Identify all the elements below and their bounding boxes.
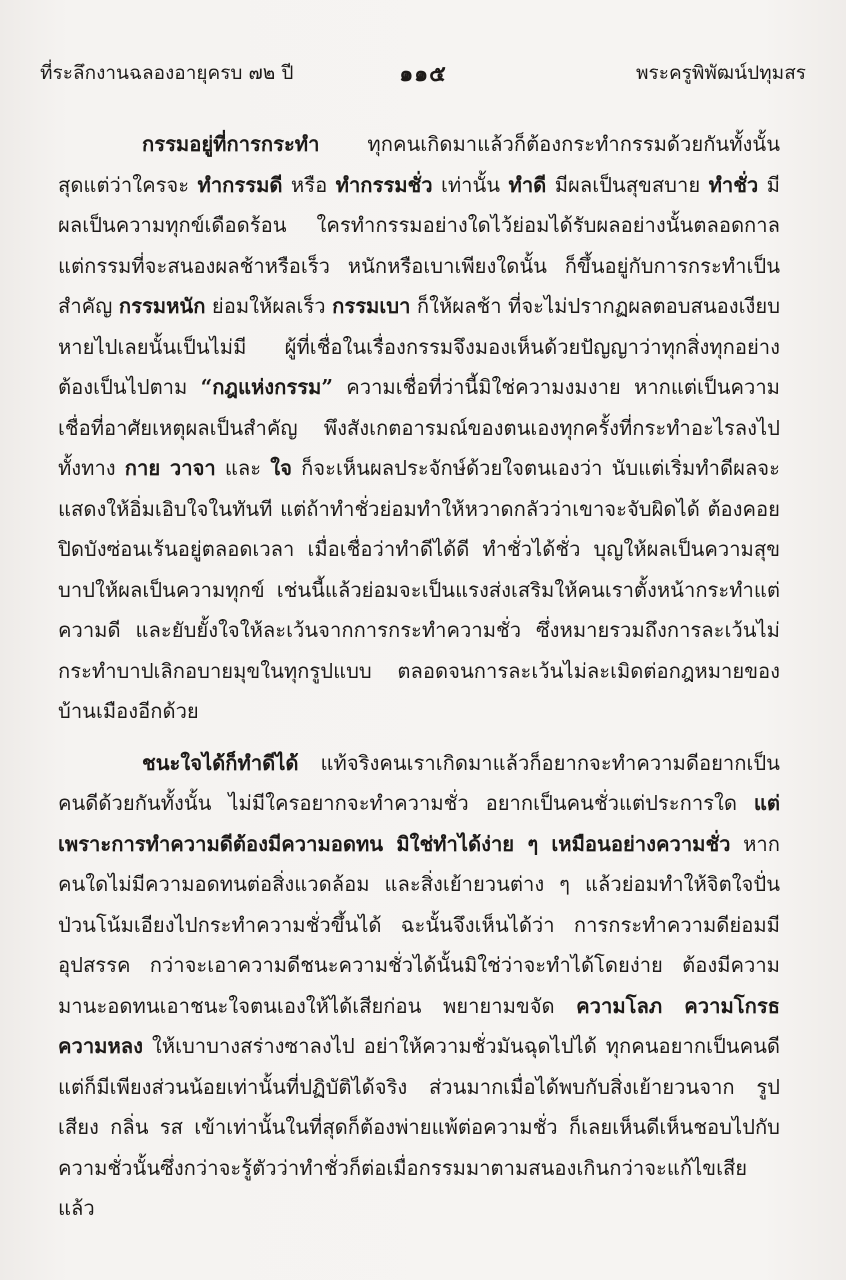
text-run: แท้จริงคนเราเกิดมาแล้วก็อยากจะทำความดีอยากเป็นคนดีด้วยกันทั้งนั้น ไม่มีใครอยากจะทำความชั่ว อยากเป็นคนชั่วแต่ประการใด: [58, 750, 780, 815]
text-run: ย่อมให้ผลเร็ว: [205, 294, 333, 318]
bold-term: ทำกรรมชั่ว: [335, 172, 433, 197]
page-header: [40, 58, 806, 92]
text-run: ความเชื่อที่ว่านี้มิใช่ความงมงาย หากแต่เป็นความเชื่อที่อาศัยเหตุผลเป็นสำคัญ พึงสังเกตอารมณ์ของตนเองทุกครั้งที่กระทำอะไรลงไป ทั้งทาง: [58, 375, 780, 480]
text-run: ทุกคนเกิดมาแล้วก็ต้องกระทำกรรมด้วยกันทั้งนั้น สุดแต่ว่าใครจะ: [58, 132, 780, 197]
text-run: ให้เบาบางสร่างซาลงไป อย่าให้ความชั่วมันฉุดไปได้ ทุกคนอยากเป็นคนดี แต่ก็มีเพียงส่วนน้อยเท่านั้นที่ปฏิบัติได้จริง ส่วนมากเมื่อได้พบกับสิ่งเย้ายวนจาก รูป เสียง กลิ่น รส เข้าเท่านั้นในที่สุดก็ต้องพ่ายแพ้ต่อความชั่ว ก็เลยเห็นดีเห็นชอบไปกับความชั่วนั้นซึ่งกว่าจะรู้ตัวว่าทำชั่วก็ต่อเมื่อกรรมมาตามสนองเกินกว่าจะแก้ไขเสียแล้ว: [58, 1034, 780, 1220]
bold-term: ทำดี: [508, 172, 547, 197]
bold-term: แต่เพราะการทำความดีต้องมีความอดทน มิใช่ทำได้ง่าย ๆ เหมือนอย่างความชั่ว: [58, 791, 780, 856]
bold-term: ใจ: [270, 456, 292, 480]
paragraph-conquer-mind: [58, 743, 780, 1229]
text-run: มีผลเป็นสุขสบาย: [546, 172, 709, 197]
bold-term: ชนะใจได้ก็ทำดีได้: [142, 750, 299, 775]
text-run: หรือ: [282, 172, 336, 197]
text-run: ก็ให้ผลช้า ที่จะไม่ปรากฏผลตอบสนองเงียบหายไปเลยนั้นเป็นไม่มี ผู้ที่เชื่อในเรื่องกรรมจึงมองเห็นด้วยปัญญาว่าทุกสิ่งทุกอย่างต้องเป็นไปตาม: [58, 294, 781, 399]
header-honoree-name: พระครูพิพัฒน์ปทุมสร: [636, 62, 806, 84]
bold-term: กาย วาจา: [124, 456, 216, 480]
bold-term: กรรมอยู่ที่การกระทำ: [142, 132, 320, 156]
page-number: ๑๑๕: [399, 61, 447, 87]
text-run: มีผลเป็นความทุกข์เดือดร้อน ใครทำกรรมอย่างใดไว้ย่อมได้รับผลอย่างนั้นตลอดกาล แต่กรรมที่จะสนองผลช้าหรือเร็ว หนักหรือเบาเพียงใดนั้น ก็ขึ้นอยู่กับการกระทำเป็นสำคัญ: [58, 172, 780, 318]
text-run: และ: [215, 456, 271, 480]
bold-term: “กฎแห่งกรรม”: [200, 375, 333, 399]
bold-term: กรรมเบา: [332, 294, 411, 318]
bold-term: ทำกรรมดี: [197, 172, 283, 197]
bold-term: ความโลภ ความโกรธ ความหลง: [58, 993, 781, 1058]
bold-term: ทำชั่ว: [708, 172, 759, 197]
paragraph-karma-in-action: [58, 124, 780, 732]
text-run: ก็จะเห็นผลประจักษ์ด้วยใจตนเองว่า นับแต่เริ่มทำดีผลจะแสดงให้อิ่มเอิบใจในทันที แต่ถ้าทำชั่วย่อมทำให้หวาดกลัวว่าเขาจะจับผิดได้ ต้องคอยปิดบังซ่อนเร้นอยู่ตลอดเวลา เมื่อเชื่อว่าทำดีได้ดี ทำชั่วได้ชั่ว บุญให้ผลเป็นความสุข บาปให้ผลเป็นความทุกข์ เช่นนี้แล้วย่อมจะเป็นแรงส่งเสริมให้คนเราตั้งหน้ากระทำแต่ความดี และยับยั้งใจให้ละเว้นจากการกระทำความชั่ว ซึ่งหมายรวมถึงการละเว้นไม่กระทำบาปเลิกอบายมุขในทุกรูปแบบ ตลอดจนการละเว้นไม่ละเมิดต่อกฎหมายของบ้านเมืองอีกด้วย: [58, 456, 780, 723]
text-run: เท่านั้น: [432, 172, 509, 197]
bold-term: กรรมหนัก: [118, 294, 206, 318]
header-book-title: ที่ระลึกงานฉลองอายุครบ ๗๒ ปี: [40, 62, 294, 84]
text-run: หากคนใดไม่มีความอดทนต่อสิ่งแวดล้อม และสิ่งเย้ายวนต่าง ๆ แล้วย่อมทำให้จิตใจปั่นป่วนโน้มเอียงไปกระทำความชั่วขึ้นได้ ฉะนั้นจึงเห็นได้ว่า การกระทำความดีย่อมมีอุปสรรค กว่าจะเอาความดีชนะความชั่วได้นั้นมิใช่ว่าจะทำได้โดยง่าย ต้องมีความมานะอดทนเอาชนะใจตนเองให้ได้เสียก่อน พยายามขจัด: [58, 831, 780, 1018]
body-text: [58, 124, 780, 1229]
